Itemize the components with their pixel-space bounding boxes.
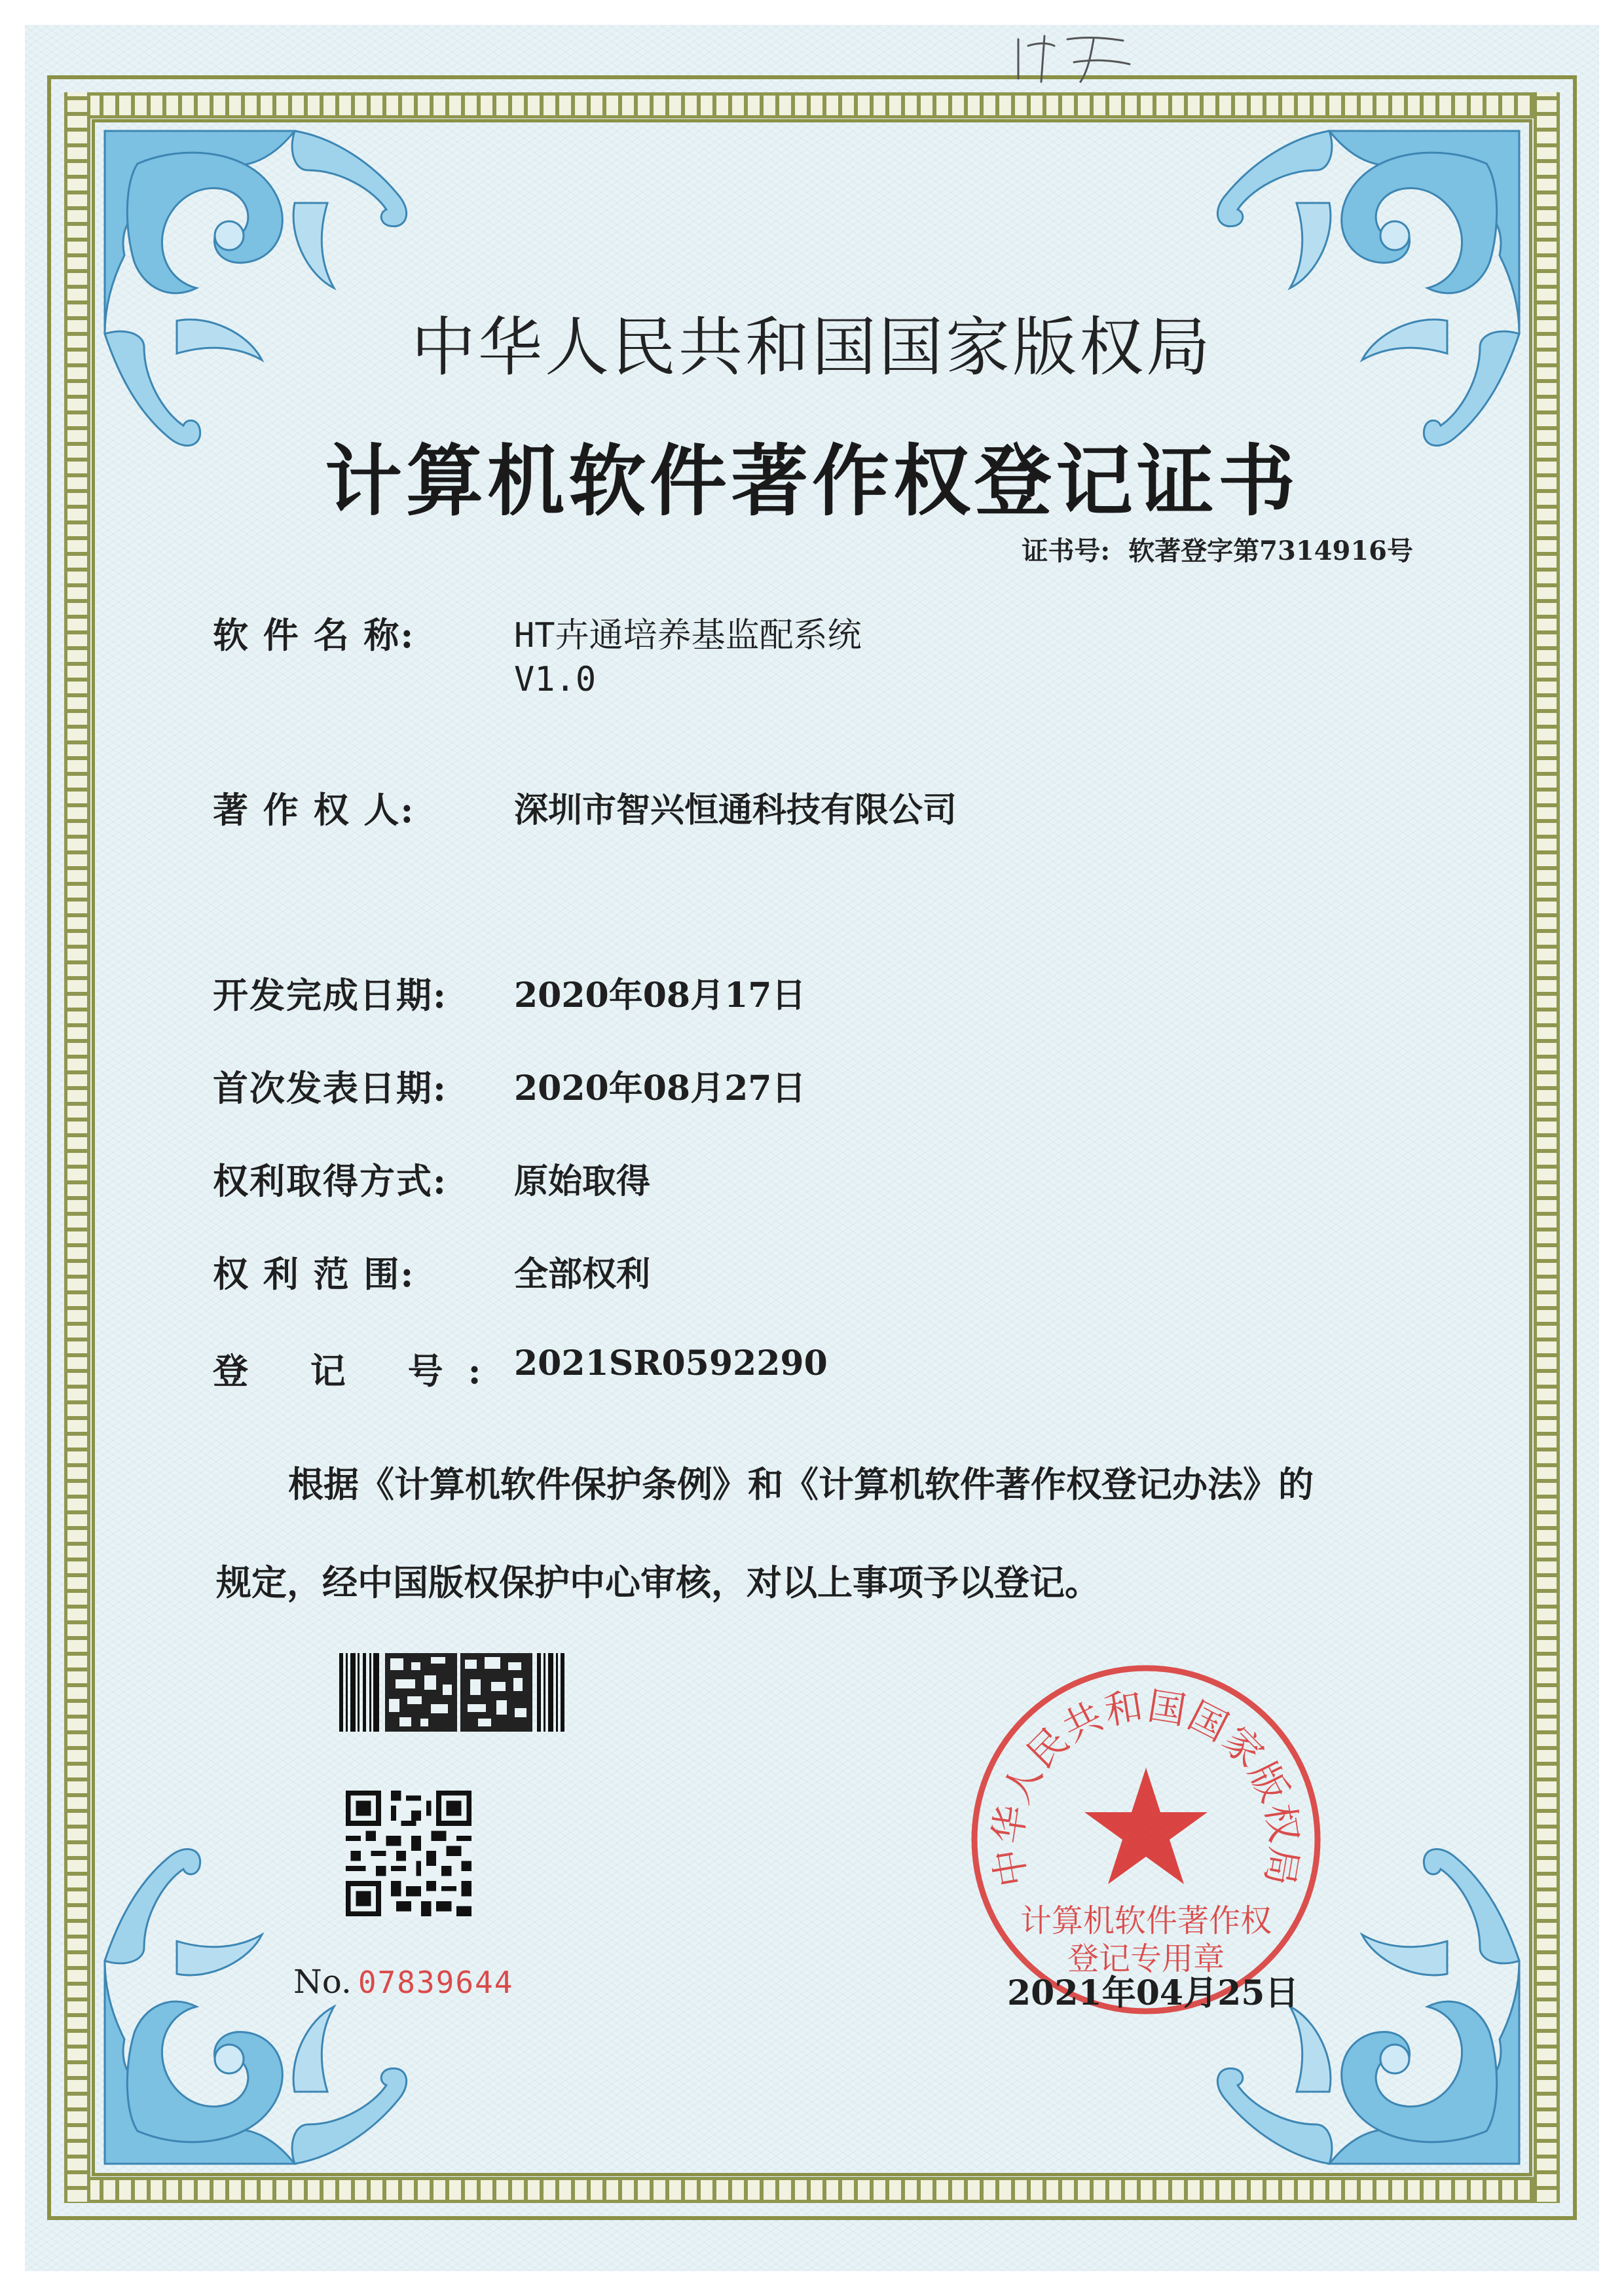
- dev-complete-date-value: 2020年08月17日: [514, 975, 806, 1015]
- first-publish-date-label: 首次发表日期:: [213, 1067, 447, 1109]
- qr-code: [346, 1791, 471, 1916]
- certificate-number: [1022, 530, 1413, 568]
- acquisition-method-value: 原始取得: [514, 1161, 651, 1201]
- certificate-number-value: 软著登字第7314916号: [1128, 536, 1413, 566]
- greek-key-left: [64, 92, 90, 2203]
- seal-inner-line-2: 登记专用章: [1067, 1941, 1225, 1977]
- authority-title: 中华人民共和国国家版权局: [411, 310, 1213, 385]
- corner-ornament-top-left: [98, 124, 452, 465]
- corner-ornament-top-right: [1172, 124, 1526, 465]
- software-version-value: V1.0: [514, 660, 597, 699]
- seal-star-icon: [1084, 1768, 1208, 1884]
- field-copyright-owner: [213, 782, 957, 833]
- field-registration-no: [213, 1343, 828, 1394]
- statement-line-1: 根据《计算机软件保护条例》和《计算机软件著作权登记办法》的: [288, 1463, 1314, 1505]
- registration-no-value: 2021SR0592290: [514, 1343, 828, 1383]
- rights-scope-value: 全部权利: [514, 1254, 651, 1294]
- certificate-number-label: 证书号:: [1022, 536, 1111, 566]
- greek-key-bottom: [64, 2177, 1560, 2203]
- first-publish-date-value: 2020年08月27日: [514, 1068, 806, 1108]
- software-name-label: 软 件 名 称:: [213, 614, 415, 656]
- serial-number-label: No.: [293, 1963, 352, 2001]
- copyright-owner-label: 著 作 权 人:: [213, 789, 415, 831]
- seal-inner-line-1: 计算机软件著作权: [1020, 1903, 1272, 1939]
- handwritten-mark: [1008, 26, 1139, 85]
- serial-number-value: 07839644: [358, 1965, 514, 2000]
- issue-date: 2021年04月25日: [1007, 1973, 1299, 2013]
- rights-scope-label: 权 利 范 围:: [213, 1253, 415, 1295]
- field-software-name: [213, 608, 862, 658]
- field-rights-scope: [213, 1247, 650, 1297]
- barcode: [339, 1653, 568, 1732]
- greek-key-right: [1534, 92, 1560, 2203]
- certificate-title: 计算机软件著作权登记证书: [324, 435, 1299, 526]
- registration-no-label: 登 记 号:: [213, 1350, 506, 1392]
- acquisition-method-label: 权利取得方式:: [213, 1160, 447, 1202]
- field-first-publish-date: [213, 1061, 805, 1111]
- copyright-owner-value: 深圳市智兴恒通科技有限公司: [514, 790, 957, 830]
- seal-outer-text: 中华人民共和国国家版权局: [985, 1683, 1307, 1891]
- field-dev-complete-date: [213, 968, 805, 1018]
- serial-number: [293, 1963, 513, 2001]
- greek-key-top: [64, 92, 1560, 118]
- software-name-value: HT卉通培养基监配系统: [514, 616, 862, 655]
- dev-complete-date-label: 开发完成日期:: [213, 974, 447, 1016]
- field-acquisition-method: [213, 1154, 650, 1204]
- statement-line-2: 规定，经中国版权保护中心审核，对以上事项予以登记。: [216, 1561, 1100, 1603]
